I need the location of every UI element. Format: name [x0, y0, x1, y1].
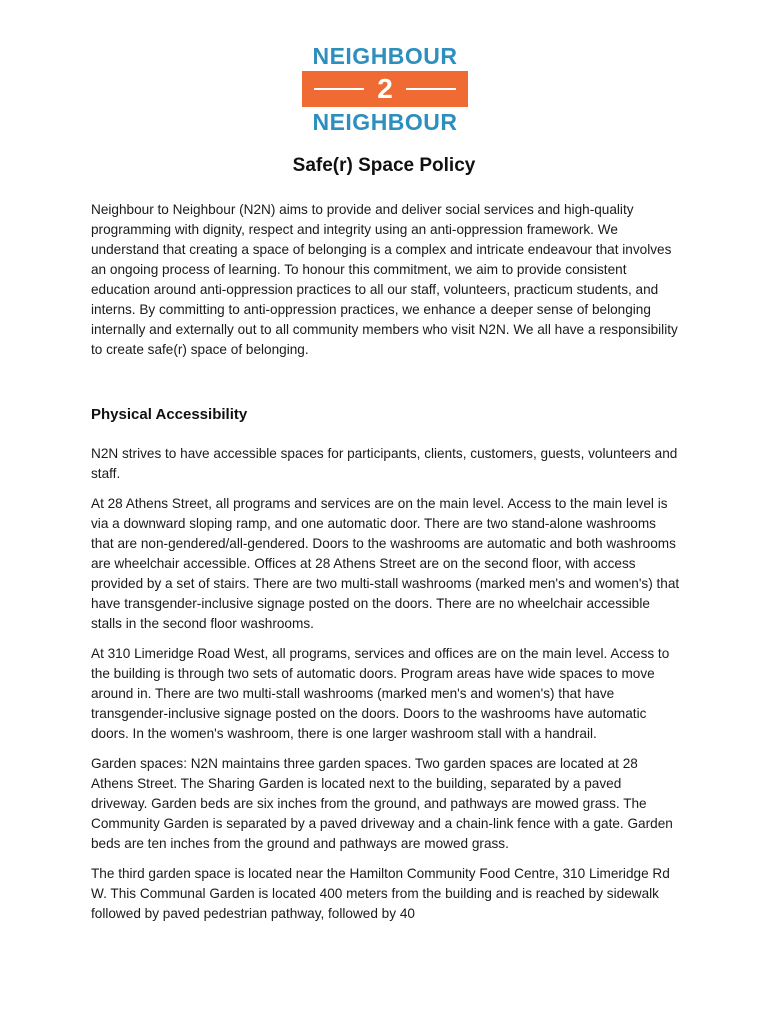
paragraph-athens-street: At 28 Athens Street, all programs and services are on the main level. Access to the main level is via a downward sloping ramp, and one automatic door. There are two stand-alone washrooms that are non-gendered/all-gendered. Doors to the washrooms are automatic and both washrooms are wheelchair accessible. Offices at 28 Athens Street are on the second floor, with access provided by a set of stairs. There are two multi-stall washrooms (marked men's and women's) that have transgender-inclusive signage posted on the doors. There are no wheelchair accessible stalls in the second floor washrooms.	[91, 496, 680, 631]
logo-text-bottom: NEIGHBOUR	[312, 109, 458, 135]
paragraph-garden-spaces: Garden spaces: N2N maintains three garden spaces. Two garden spaces are located at 28 Athens Street. The Sharing Garden is located next to the building, separated by a paved driveway. Garden beds are six inches from the ground, and pathways are mowed grass. The Community Garden is separated by a paved driveway and a chain-link fence with a gate. Garden beds are ten inches from the ground and pathways are mowed grass.	[91, 756, 673, 851]
document-body	[91, 200, 681, 934]
logo-orange-band	[302, 71, 468, 107]
organization-logo	[300, 44, 470, 136]
paragraph-third-garden: The third garden space is located near the Hamilton Community Food Centre, 310 Limeridge Rd W. This Communal Garden is located 400 meters from the building and is reached by sidewalk followed by paved pedestrian pathway, followed by 40	[91, 866, 670, 921]
paragraph-accessibility-intro: N2N strives to have accessible spaces for participants, clients, customers, guests, volunteers and staff.	[91, 446, 678, 481]
logo-number: 2	[377, 73, 393, 104]
document-title: Safe(r) Space Policy	[292, 154, 476, 176]
section-heading: Physical Accessibility	[91, 406, 248, 423]
logo-text-top: NEIGHBOUR	[312, 43, 458, 69]
intro-paragraph: Neighbour to Neighbour (N2N) aims to provide and deliver social services and high-quality programming with dignity, respect and integrity using an anti-oppression framework. We understand that creating a space of belonging is a complex and intricate endeavour that involves an ongoing process of learning. To honour this commitment, we aim to provide consistent education around anti-oppression practices to all our staff, volunteers, practicum students, and interns. By committing to anti-oppression practices, we enhance a deeper sense of belonging internally and externally out to all community members who visit N2N. We all have a responsibility to create safe(r) space of belonging.	[91, 202, 678, 357]
paragraph-limeridge-road: At 310 Limeridge Road West, all programs, services and offices are on the main level. Access to the building is through two sets of automatic doors. Program areas have wide spaces to move around in. There are two multi-stall washrooms (marked men's and women's) that have transgender-inclusive signage posted on the doors. Doors to the washrooms have automatic doors. In the women's washroom, there is one larger washroom stall with a handrail.	[91, 646, 670, 741]
logo-rule-right	[406, 88, 456, 90]
